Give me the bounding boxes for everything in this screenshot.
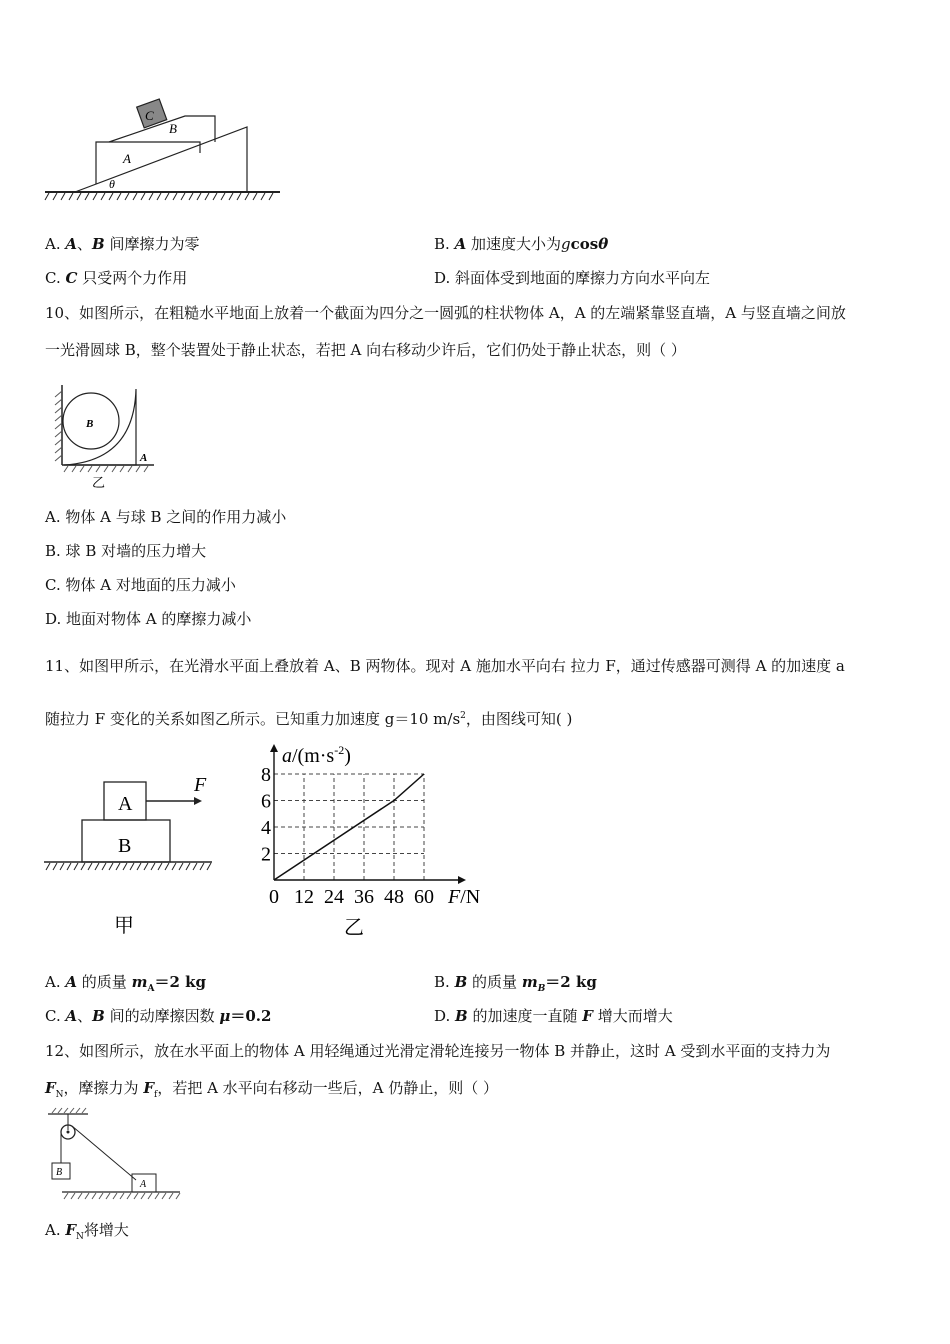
x-tick-label: 36 xyxy=(354,886,374,908)
label-theta: θ xyxy=(109,177,115,191)
q11-stem-line2: 随拉力 F 变化的关系如图乙所示。已知重力加速度 g＝10 $m/s^2$，由图线可知( ) xyxy=(45,710,573,728)
x-tick-label: 0 xyxy=(269,886,279,908)
fig-caption: 乙 xyxy=(92,475,106,490)
q9-option-c[interactable]: C. C 只受两个力作用 xyxy=(45,269,188,287)
label-a: A xyxy=(118,793,133,815)
q9-option-b[interactable]: B. A 加速度大小为gcosθ xyxy=(434,235,609,253)
q12-option-a[interactable]: A. $F_N$将增大 xyxy=(45,1221,129,1242)
x-tick-label: 12 xyxy=(294,886,314,908)
q10-figure xyxy=(52,383,172,493)
y-tick-label: 2 xyxy=(261,843,271,866)
q9-option-d[interactable]: D. 斜面体受到地面的摩擦力方向水平向左 xyxy=(434,269,711,287)
q11-option-d[interactable]: D. B 的加速度一直随 F 增大而增大 xyxy=(434,1007,673,1025)
q12-stem-line2: $F_N$，摩擦力为 $F_f$，若把 A 水平向右移动一些后，A 仍静止，则（ ） xyxy=(45,1079,499,1100)
label-block-a: A xyxy=(140,452,148,464)
y-axis-arrow xyxy=(270,744,278,752)
q11-option-c[interactable]: C. A、B 间的动摩擦因数 μ＝0.2 xyxy=(45,1007,272,1025)
x-tick-label: 24 xyxy=(324,886,344,908)
q9-option-a[interactable]: A. A、B 间摩擦力为零 xyxy=(45,235,200,253)
y-axis-label: $a/(m\cdot s^{-2})$ xyxy=(282,743,351,767)
label-c: C xyxy=(145,108,154,123)
x-tick-label: 60 xyxy=(414,886,434,908)
q10-option-a[interactable]: A. 物体 A 与球 B 之间的作用力减小 xyxy=(45,508,287,526)
y-tick-label: 8 xyxy=(261,764,271,786)
q9-incline-figure xyxy=(45,96,285,206)
q10-stem-line2: 一光滑圆球 B，整个装置处于静止状态，若把 A 向右移动少许后，它们仍处于静止状态，则（ ） xyxy=(45,341,686,359)
q11-stem-line1: 11、如图甲所示，在光滑水平面上叠放着 A、B 两物体。现对 A 施加水平向右 拉力 F，通过传感器可测得 A 的加速度 a xyxy=(45,657,845,675)
q10-stem-line1: 10、如图所示，在粗糙水平地面上放着一个截面为四分之一圆弧的柱状物体 A，A 的左端紧靠竖直墙，A 与竖直墙之间放 xyxy=(45,304,846,322)
q11-blocks-figure xyxy=(44,770,224,940)
label-force-f: F xyxy=(194,774,207,796)
q12-stem-line1: 12、如图所示，放在水平面上的物体 A 用轻绳通过光滑定滑轮连接另一物体 B 并静止，这时 A 受到水平面的支持力为 xyxy=(45,1042,831,1060)
x-axis-label: F/N xyxy=(448,886,481,908)
label-a: A xyxy=(123,151,131,166)
y-tick-label: 6 xyxy=(261,790,271,813)
label-a: A xyxy=(140,1179,147,1190)
label-b: B xyxy=(56,1167,63,1178)
label-b: B xyxy=(118,835,132,857)
label-ball-b: B xyxy=(86,418,94,430)
fig-caption-jia: 甲 xyxy=(114,915,134,937)
q11-option-a[interactable]: A. A 的质量 $m_A=2$ kg xyxy=(45,973,206,994)
q10-option-d[interactable]: D. 地面对物体 A 的摩擦力减小 xyxy=(45,610,252,628)
x-axis-arrow xyxy=(458,876,466,884)
q10-option-b[interactable]: B. 球 B 对墙的压力增大 xyxy=(45,542,207,560)
x-tick-label: 48 xyxy=(384,886,404,908)
label-b: B xyxy=(169,121,177,136)
y-tick-label: 4 xyxy=(261,817,271,839)
q11-af-chart xyxy=(250,740,500,940)
chart-caption: 乙 xyxy=(344,917,364,939)
q12-pulley-figure xyxy=(42,1108,192,1208)
q10-option-c[interactable]: C. 物体 A 对地面的压力减小 xyxy=(45,576,236,594)
q11-option-b[interactable]: B. B 的质量 $m_B=2$ kg xyxy=(434,973,597,994)
